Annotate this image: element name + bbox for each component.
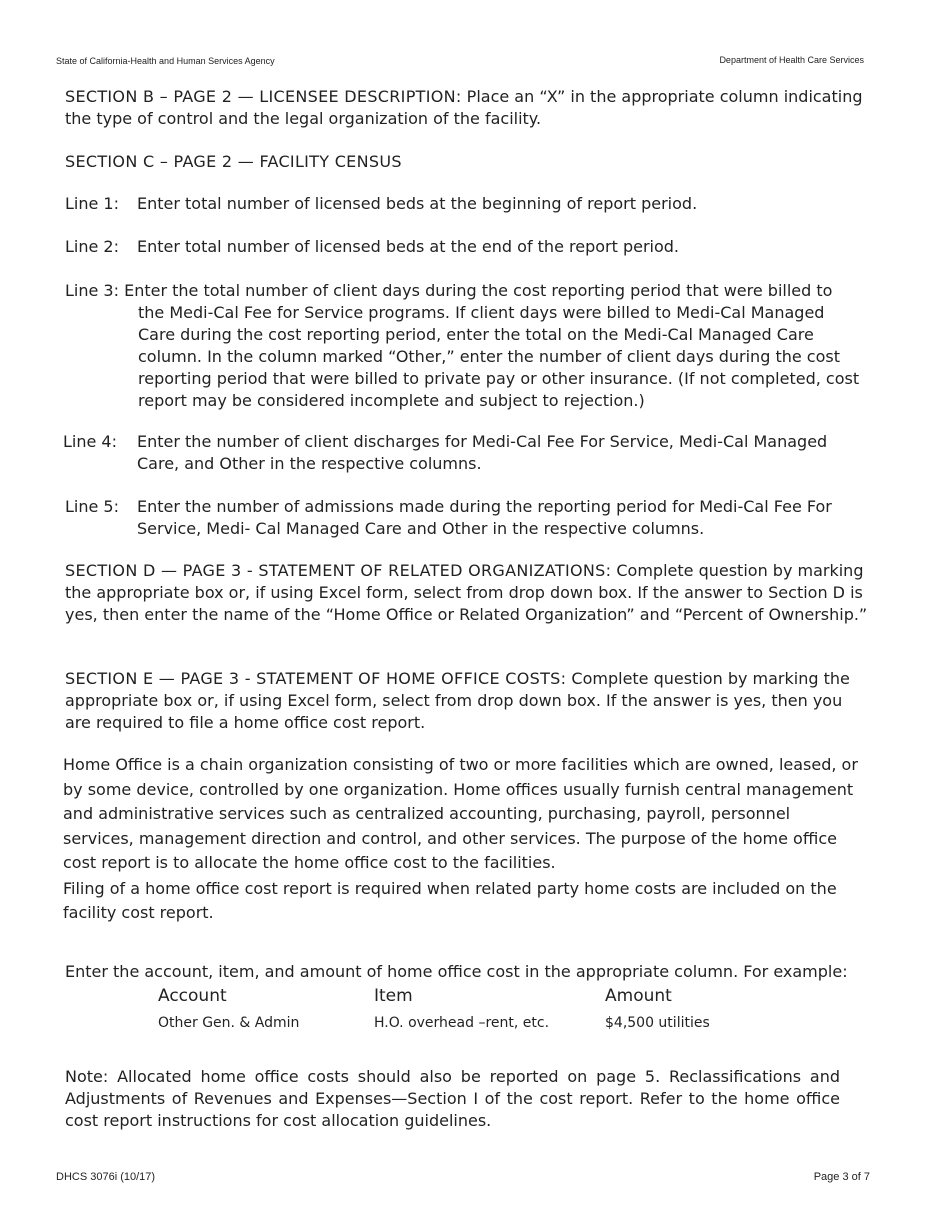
header-agency: State of California-Health and Human Services Agency [56,56,275,66]
line-2 [65,236,870,258]
line-4-text: Enter the number of client discharges for Medi-Cal Fee For Service, Medi-Cal Managed Care, and Other in the respective columns. [137,432,828,473]
example-cell-amount: $4,500 utilities [605,1015,710,1031]
section-e-text: Complete question by marking the appropriate box or, if using Excel form, select from drop down box. If the answer is yes, then you are required to file a home office cost report. [65,669,850,732]
home-office-filing: Filing of a home office cost report is required when related party home costs are included on the facility cost report. [63,879,837,922]
home-office-description: Home Office is a chain organization consisting of two or more facilities which are owned, leased, or by some device, controlled by one organization. Home offices usually furnish central management and administrative services such as centralized accounting, purchasing, payroll, personnel services, management direction and control, and other services. The purpose of the home office cost report is to allocate the home office cost to the facilities. [63,755,858,872]
section-e-title: SECTION E — PAGE 3 - STATEMENT OF HOME OFFICE COSTS: [65,669,567,688]
line-3-label: Line 3: [65,281,119,300]
example-header-item: Item [374,986,413,1006]
line-1 [65,193,870,215]
footer-form-number: DHCS 3076i (10/17) [56,1171,156,1183]
example-header-account: Account [158,986,227,1006]
section-d-text: Complete question by marking the appropriate box or, if using Excel form, select from drop down box. If the answer to Section D is yes, then enter the name of the “Home Office or Related Organization” and “Percent of Ownership.” [65,561,868,624]
line-3-text: Enter the total number of client days during the cost reporting period that were billed to the Medi-Cal Fee for Service programs. If client days were billed to Medi-Cal Managed Care during the cost reporting period, enter the total on the Medi-Cal Managed Care column. In the column marked “Other,” enter the number of client days during the cost reporting period that were billed to private pay or other insurance. (If not completed, cost report may be considered incomplete and subject to rejection.) [124,281,860,410]
line-3 [65,280,863,412]
section-b [65,86,870,130]
line-4-label: Line 4: [63,432,117,451]
section-b-title: SECTION B – PAGE 2 — LICENSEE DESCRIPTION: [65,87,462,106]
footer-page-number: Page 3 of 7 [813,1171,870,1183]
line-1-text: Enter total number of licensed beds at the beginning of report period. [137,194,698,213]
example-header-amount: Amount [605,986,672,1006]
example-cell-account: Other Gen. & Admin [158,1015,300,1031]
section-c-title: SECTION C – PAGE 2 — FACILITY CENSUS [65,152,402,171]
example-cell-item: H.O. overhead –rent, etc. [374,1015,550,1031]
note: Note: Allocated home office costs should also be reported on page 5. Reclassifications and Adjustments of Revenues and Expenses—Section I of the cost report. Refer to the home office cost report instructions for cost allocation guidelines. [65,1067,840,1130]
section-d [65,560,870,626]
section-e [65,668,865,734]
line-5-label: Line 5: [65,497,119,516]
line-2-text: Enter total number of licensed beds at the end of the report period. [137,237,680,256]
line-1-label: Line 1: [65,194,119,213]
section-b-text: Place an “X” in the appropriate column indicating the type of control and the legal organization of the facility. [65,87,863,128]
header-department: Department of Health Care Services [719,55,864,65]
line-5-text: Enter the number of admissions made during the reporting period for Medi-Cal Fee For Service, Medi- Cal Managed Care and Other in the respective columns. [137,497,832,538]
example-intro: Enter the account, item, and amount of home office cost in the appropriate column. For example: [65,962,848,981]
section-d-title: SECTION D — PAGE 3 - STATEMENT OF RELATED ORGANIZATIONS: [65,561,612,580]
line-2-label: Line 2: [65,237,119,256]
